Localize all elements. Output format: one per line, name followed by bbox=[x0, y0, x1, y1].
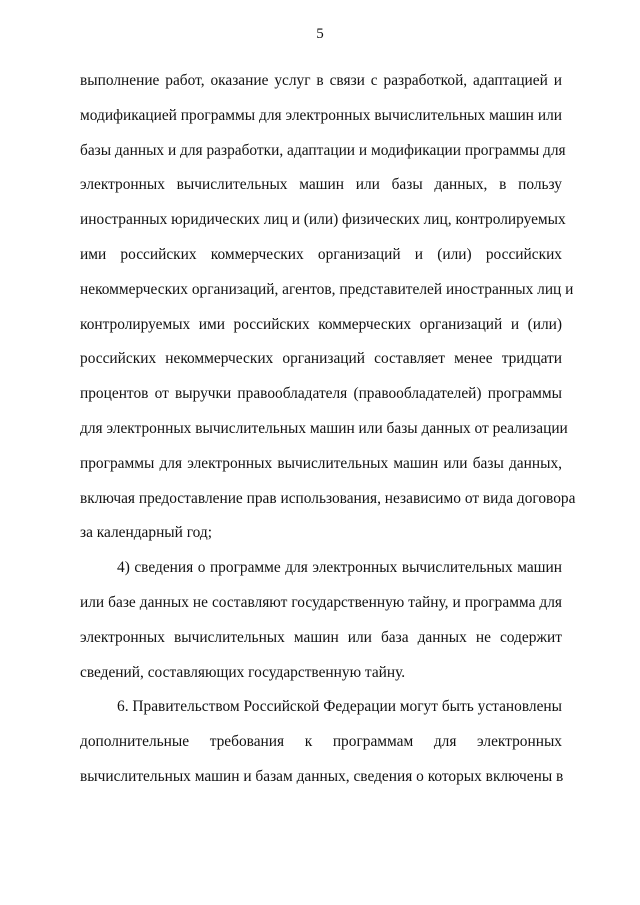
text-line: 6. Правительством Российской Федерации могут быть установлены bbox=[117, 698, 562, 716]
text-line: вычислительных машин и базам данных, сведения о которых включены в bbox=[80, 767, 564, 785]
text-line: или базе данных не составляют государственную тайну, и программа для bbox=[80, 593, 562, 611]
text-line: контролируемых ими российских коммерческих организаций и (или) bbox=[80, 315, 562, 333]
text-line: электронных вычислительных машин или база данных не содержит bbox=[80, 628, 562, 646]
text-line: 4) сведения о программе для электронных вычислительных машин bbox=[117, 559, 562, 577]
text-line: базы данных и для разработки, адаптации и модификации программы для bbox=[80, 141, 566, 159]
text-line: процентов от выручки правообладателя (правообладателей) программы bbox=[80, 385, 562, 403]
text-line: некоммерческих организаций, агентов, представителей иностранных лиц и bbox=[80, 280, 574, 298]
text-line: включая предоставление прав использования, независимо от вида договора bbox=[80, 489, 576, 507]
text-line: иностранных юридических лиц и (или) физических лиц, контролируемых bbox=[80, 211, 566, 229]
text-line: российских некоммерческих организаций составляет менее тридцати bbox=[80, 350, 562, 368]
text-line: выполнение работ, оказание услуг в связи с разработкой, адаптацией и bbox=[80, 72, 562, 89]
text-line: за календарный год; bbox=[80, 524, 213, 542]
text-line: электронных вычислительных машин или базы данных, в пользу bbox=[80, 176, 562, 194]
document-body bbox=[80, 64, 576, 795]
text-line: программы для электронных вычислительных машин или базы данных, bbox=[80, 454, 562, 472]
text-line: сведений, составляющих государственную тайну. bbox=[80, 663, 406, 681]
paragraph-conditions-continued bbox=[80, 64, 576, 551]
page-number: 5 bbox=[316, 26, 324, 42]
text-line: для электронных вычислительных машин или базы данных от реализации bbox=[80, 419, 568, 437]
text-line: дополнительные требования к программам для электронных bbox=[80, 733, 562, 751]
text-line: модификацией программы для электронных вычислительных машин или bbox=[80, 106, 562, 124]
paragraph-item-4 bbox=[80, 551, 562, 690]
text-line: ими российских коммерческих организаций и (или) российских bbox=[80, 245, 562, 263]
paragraph-section-6 bbox=[80, 690, 562, 794]
